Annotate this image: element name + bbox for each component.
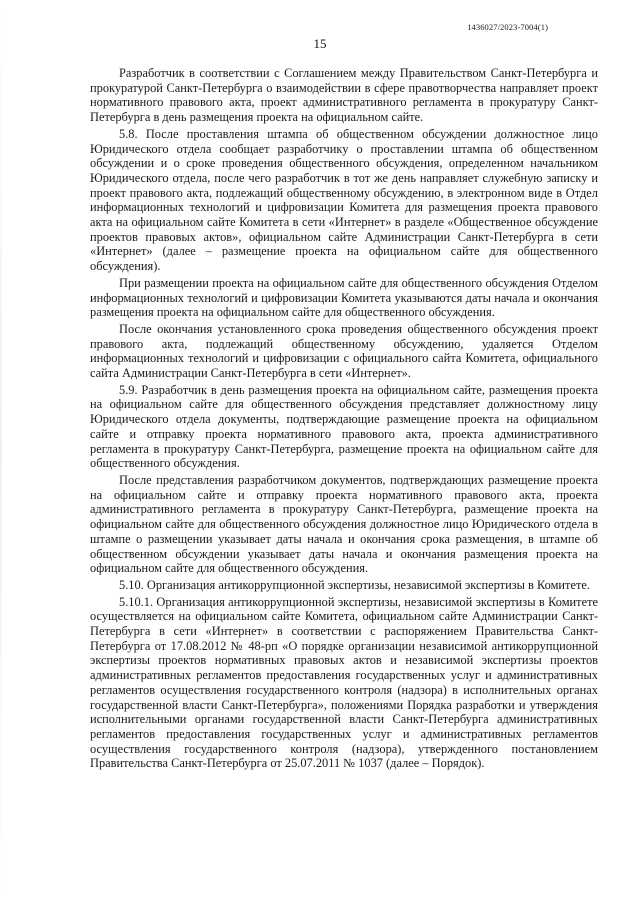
scan-edge [0,0,2,905]
paragraph-placement-dates: При размещении проекта на официальном сайте для общественного обсуждения Отделом информационных технологий и цифровизации Комитета указываются даты начала и окончания размещения проекта на официальном сайте для общественного обсуждения. [90,275,598,320]
paragraph-5-10: 5.10. Организация антикоррупционной экспертизы, независимой экспертизы в Комитете. [119,577,590,592]
paragraph-5-9: 5.9. Разработчик в день размещения проекта на официальном сайте, размещения проекта на официальном сайте для общественного обсуждения представляет должностному лицу Юридического отдела документы, подтверждающие размещение проекта на официальном сайте и отправку проекта нормативного правового акта, проекта административного регламента в прокуратуру Санкт-Петербурга, размещение проекта на официальном сайте для общественного обсуждения. [90,382,598,471]
page-number: 15 [313,36,327,51]
paragraph-developer-prosecutor: Разработчик в соответствии с Соглашением между Правительством Санкт-Петербурга и прокуратурой Санкт-Петербурга о взаимодействии в сфере правотворчества направляет проект нормативного правового акта, проект административного регламента в прокуратуру Санкт-Петербурга в день размещения проекта на официальном сайте. [90,66,598,125]
paragraph-5-10-1: 5.10.1. Организация антикоррупционной экспертизы, независимой экспертизы в Комитете осуществляется на официальном сайте Комитета, официальном сайте Администрации Санкт-Петербурга в сети «Интернет» в соответствии с распоряжением Правительства Санкт-Петербурга от 17.08.2012 № 48-рп «О порядке организации независимой антикоррупционной экспертизы проектов нормативных правовых актов и независимой экспертизы проектов административных регламентов предоставления государственных услуг и административных регламентов осуществления государственного контроля (надзора) в исполнительных органах государственной власти Санкт-Петербурга», положениями Порядка разработки и утверждения исполнительными органами государственной власти Санкт-Петербурга административных регламентов предоставления государственных услуг и административных регламентов осуществления государственного контроля (надзора), утвержденного постановлением Правительства Санкт-Петербурга от 25.07.2011 № 1037 (далее – Порядок). [90,594,598,771]
paragraph-5-8: 5.8. После проставления штампа об общественном обсуждении должностное лицо Юридического отдела сообщает разработчику о проставлении штампа об общественном обсуждении и о сроке проведения общественного обсуждения, определенном начальником Юридического отдела, после чего разработчик в тот же день направляет служебную записку и проект правового акта, подлежащий общественному обсуждению, в электронном виде в Отдел информационных технологий и цифровизации Комитета для размещения проекта правового акта на официальном сайте Комитета в сети «Интернет» в разделе «Общественное обсуждение проектов правовых актов», официальном сайте Администрации Санкт-Петербурга в сети «Интернет» (далее – размещение проекта на официальном сайте для общественного обсуждения). [90,126,598,274]
document-body [90,66,598,773]
document-number: 1436027/2023-7004(1) [467,22,548,32]
paragraph-after-documents: После представления разработчиком документов, подтверждающих размещение проекта на официальном сайте и отправку проекта нормативного правового акта, проекта административного регламента в прокуратуру Санкт-Петербурга, размещение проекта на официальном сайте для общественного обсуждения должностное лицо Юридического отдела в штампе о размещении указывает даты начала и окончания срока размещения, в штампе об общественном обсуждении указывает даты начала и окончания размещения проекта на официальном сайте для общественного обсуждения. [90,472,598,576]
paragraph-after-discussion: После окончания установленного срока проведения общественного обсуждения проект правового акта, подлежащий общественному обсуждению, удаляется Отделом информационных технологий и цифровизации с официального сайта Комитета, официального сайта Администрации Санкт-Петербурга в сети «Интернет». [90,321,598,381]
